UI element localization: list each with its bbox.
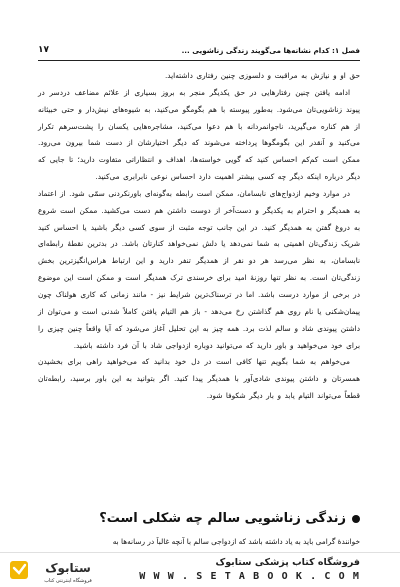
body-text <box>38 68 360 405</box>
chapter-title: فصل ۱: کدام نشانه‌ها می‌گویند زندگی زناشویی ... <box>181 45 360 55</box>
store-name: فروشگاه کتاب پزشکی ستابوک <box>215 557 360 568</box>
section-first-line: خوانندهٔ گرامی باید به یاد داشته باشد که ازدواجی سالم با آنچه غالباً در رسانه‌ها به <box>112 537 360 546</box>
paragraph: حق او و نیازش به مراقبت و دلسوزی چنین رفتاری داشته‌اید. <box>164 71 360 80</box>
logo-text: ستابوک <box>45 561 91 575</box>
paragraph: در موارد وخیم ازدواج‌های نابسامان، ممکن است رابطه به‌گونه‌ای باورنکردنی سمّی شود. از اعتماد به همدیگر و احترام به یکدیگر و دست‌آخر از دوست داشتن هم دست می‌کشید. ممکن است شروع به دروغ گفتن به همدیگر کنید. در این جانب توجه مثبت از سوی کسی دیگر باشید یا احساس کنید شریک زندگی‌تان اهمیتی به شما نمی‌دهد یا دلش نمی‌خواهد کنارتان باشد. در بدترین نقطهٔ رابطه‌ای نابسامان، به نظر می‌رسد هر دو نفر از همدیگر تنفر دارید و این ارتباط هراس‌انگیزترین بخش زندگی‌تان است. به نظر تنها روزنهٔ امید برای خرسندی ترک همدیگر است و ممکن است این موضوع در برخی از موارد درست باشد. اما در ترسناک‌ترین شرایط نیز - مانند زمانی که کاری هولناک چون پیمان‌شکنی یا نام روی هم گذاشتن رخ می‌دهد - باز هم التیام یافتن کاملاً شدنی است و می‌توان از داشتن پیوندی شاد و سالم لذت برد. همه چیز به این تحلیل آغاز می‌شود که آیا واقعاً چنین چیزی را برای خود می‌خواهید و باور دارید که می‌توانید دوباره ازدواجی شاد با آن فرد داشته باشید. <box>38 188 360 350</box>
store-url[interactable]: W W W . S E T A B O O K . C O M <box>139 571 360 582</box>
setabook-logo <box>8 557 104 585</box>
page-number: ۱۷ <box>38 45 49 55</box>
paragraph: می‌خواهم به شما بگویم تنها کافی است در دل خود بدانید که می‌خواهید راهی برای بخشیدن همسرتان و داشتن پیوندی شادی‌آور با همدیگر پیدا کنید. اگر بتوانید به این باور برسید، رابطه‌تان قطعاً می‌تواند التیام یابد و بار دیگر شکوفا شود. <box>38 357 360 401</box>
bullet-icon <box>352 515 360 523</box>
logo-subtext: فروشگاه اینترنتی کتاب <box>44 578 92 584</box>
footer-banner <box>0 552 400 587</box>
section-heading-text: زندگی زناشویی سالم چه شکلی است؟ <box>99 511 346 526</box>
paragraph: ادامه یافتن چنین رفتارهایی در حق یکدیگر منجر به بروز بسیاری از علائم مضاعف دردسر در پیوند زناشویی‌تان می‌شود. به‌طور پیوسته با هم بگومگو می‌کنید، به شیوه‌های نیش‌دار و حتی خبیثانه از هم کناره می‌گیرید، ناجوانمردانه با هم دعوا می‌کنید، مشاجره‌هایی یکسان را پشت‌سرهم تکرار می‌کنید و آنقدر این بگومگوها پرداخته می‌شوند که دیگر اختیارشان از دست شما بیرون می‌رود. ممکن است کم‌کم احساس کنید که گویی خواسته‌ها، اهداف و انتظاراتی متفاوت دارید؛ تا جایی که دیگر درباره اینکه دیگر چه کسی بیشتر اهمیت دارد احساس نوعی نابرابری می‌کنید. <box>38 87 360 182</box>
running-header <box>38 40 360 61</box>
section-heading <box>38 511 360 526</box>
